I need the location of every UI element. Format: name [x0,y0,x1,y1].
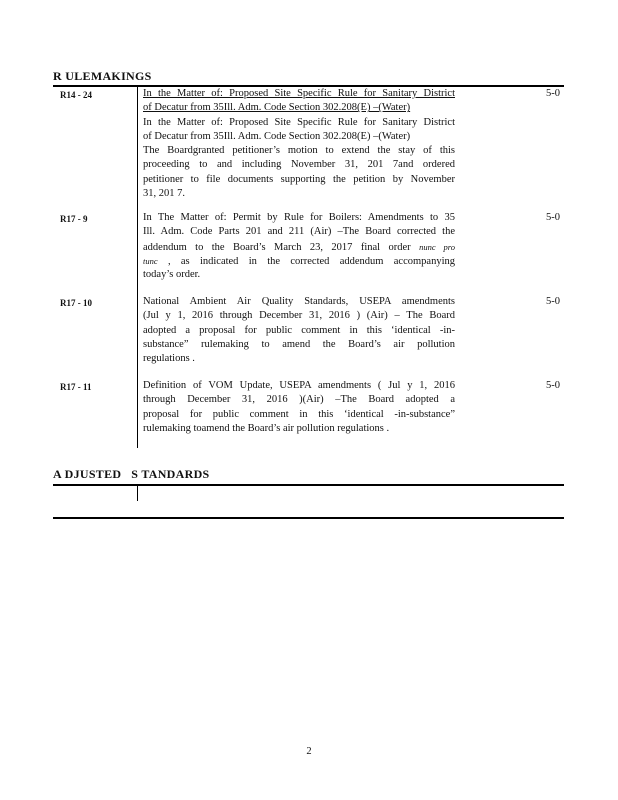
entry-line: In The Matter of: Permit by Rule for Boilers: Amendments to 35 [143,212,455,223]
entry-line-text: , as indicated in the corrected addendum accompanying [157,255,455,267]
vote-count: 5-0 [546,88,560,99]
entry-line-underlined: In the Matter of: Proposed Site Specific Rule for Sanitary District [143,88,455,99]
entry-line: (Jul y 1, 2016 through December 31, 2016 ) (Air) – The Board [143,310,455,322]
latin-phrase: nunc pro [419,241,456,252]
vote-count: 5-0 [546,212,560,223]
docket-number: R14 - 24 [60,90,92,100]
vote-count: 5-0 [546,296,560,307]
section-heading-rulemakings: R ULEMAKINGS [53,69,152,83]
entry-line: of Decatur from 35Ill. Adm. Code Section 302.208(E) –(Water) [143,130,411,142]
entry-description [143,295,455,366]
entry-description [143,211,455,282]
vote-count: 5-0 [546,380,560,391]
entry-line: 31, 201 7. [143,188,185,200]
entry-line: Definition of VOM Update, USEPA amendments ( Jul y 1, 2016 [143,380,455,391]
entry-line: substance” rulemaking to amend the Board’s air pollution [143,338,455,350]
entry-line: proceeding to and including November 31, 201 7and ordered [143,159,455,171]
entry-line [143,240,455,254]
entry-description [143,379,455,436]
docket-number: R17 - 9 [60,214,88,224]
entry-line: adopted a proposal for public comment in this ‘identical -in- [143,324,455,336]
entry-line: rulemaking toamend the Board’s air pollution regulations . [143,422,390,434]
entry-line: National Ambient Air Quality Standards, USEPA amendments [143,296,455,307]
entry-line: petitioner to file documents supporting the petition by November [143,173,455,185]
section-rule-top [53,484,564,486]
table-divider-vertical [137,486,138,501]
section-heading-adjusted-standards: A DJUSTED S TANDARDS [53,467,210,481]
entry-description [143,87,455,201]
table-divider-vertical [137,87,138,448]
section-rule-bottom [53,517,564,519]
entry-line [143,254,455,268]
entry-line-text: addendum to the Board’s March 23, 2017 final order [143,241,411,253]
entry-line: Ill. Adm. Code Parts 201 and 211 (Air) –The Board corrected the [143,226,455,238]
docket-number: R17 - 10 [60,298,92,308]
entry-line: today’s order. [143,269,201,281]
page-number: 2 [306,746,312,757]
entry-line-underlined: of Decatur from 35Ill. Adm. Code Section 302.208(E) –(Water) [143,102,411,114]
docket-number: R17 - 11 [60,382,92,392]
entry-line: through December 31, 2016 )(Air) –The Board adopted a [143,394,455,406]
entry-line: In the Matter of: Proposed Site Specific Rule for Sanitary District [143,116,455,128]
entry-line: proposal for public comment in this ‘identical -in-substance” [143,408,455,420]
entry-line: regulations . [143,353,195,365]
latin-phrase: tunc [143,255,158,266]
entry-line: The Boardgranted petitioner’s motion to extend the stay of this [143,145,455,157]
